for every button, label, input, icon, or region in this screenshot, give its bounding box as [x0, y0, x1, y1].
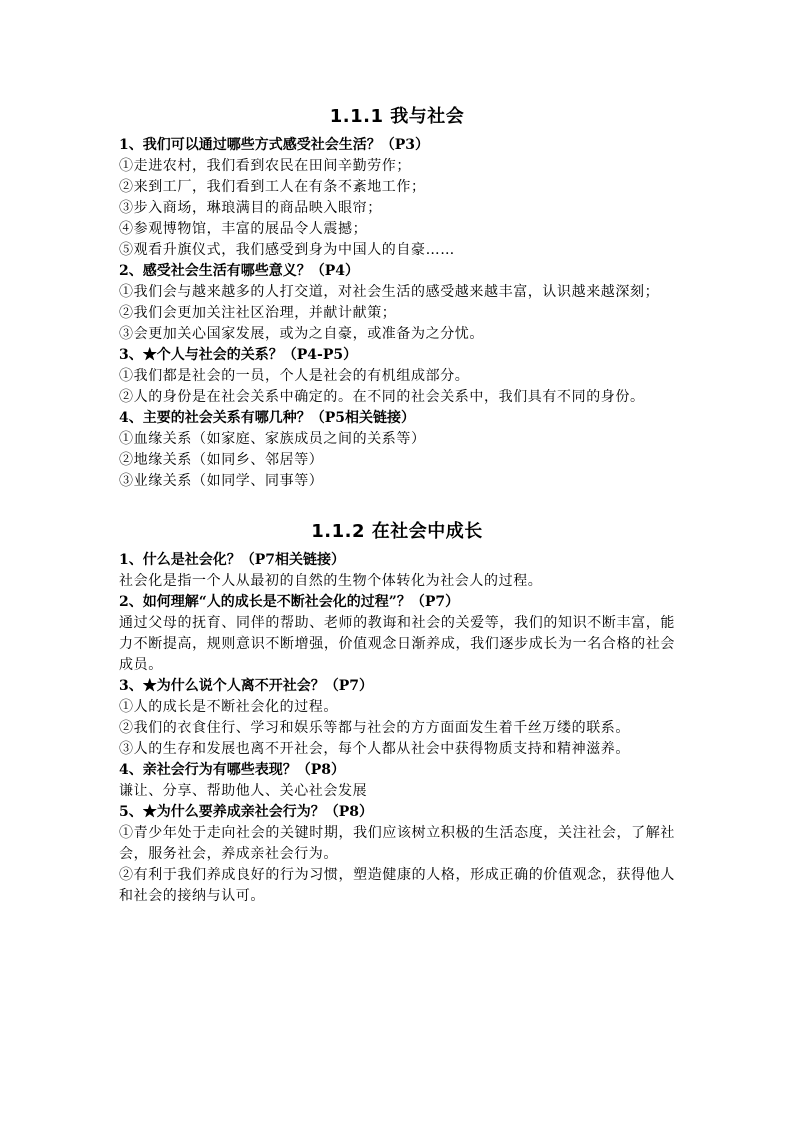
question-heading: 1、什么是社会化？（P7相关链接） [119, 552, 346, 568]
question-heading: 4、亲社会行为有哪些表现？（P8） [119, 762, 346, 778]
section-title: 1.1.1 我与社会 [329, 106, 465, 127]
question-heading: 1、我们可以通过哪些方式感受社会生活？（P3） [119, 137, 430, 153]
question-heading: 4、主要的社会关系有哪几种？（P5相关链接） [119, 410, 416, 426]
answer-line: ⑤观看升旗仪式，我们感受到身为中国人的自豪…… [119, 242, 455, 258]
answer-line: ③会更加关心国家发展，或为之自豪，或准备为之分忧。 [119, 326, 484, 342]
answer-line: ①我们会与越来越多的人打交道，对社会生活的感受越来越丰富，认识越来越深刻； [119, 284, 660, 300]
question-heading: 3、★为什么说个人离不开社会？（P7） [119, 678, 374, 694]
answer-line: ②来到工厂，我们看到工人在有条不紊地工作； [119, 179, 426, 195]
answer-line: ②我们的衣食住行、学习和娱乐等都与社会的方方面面发生着千丝万缕的联系。 [119, 720, 630, 736]
answer-line: 通过父母的抚育、同伴的帮助、老师的教诲和社会的关爱等，我们的知识不断丰富，能力不断提高，规则意识不断增强，价值观念日渐养成，我们逐步成长为一名合格的社会成员。 [119, 615, 675, 673]
answer-line: ①走进农村，我们看到农民在田间辛勤劳作； [119, 158, 411, 174]
answer-line: ①青少年处于走向社会的关键时期，我们应该树立积极的生活态度，关注社会，了解社会，服务社会，养成亲社会行为。 [119, 825, 675, 862]
answer-line: ②我们会更加关注社区治理，并献计献策； [119, 305, 397, 321]
question-heading: 3、★个人与社会的关系？（P4-P5） [119, 347, 358, 363]
answer-line: ③步入商场，琳琅满目的商品映入眼帘； [119, 200, 382, 216]
answer-line: ②地缘关系（如同乡、邻居等） [119, 452, 324, 468]
document-page [119, 104, 675, 907]
section-2 [119, 519, 675, 907]
answer-line: ①血缘关系（如家庭、家族成员之间的关系等） [119, 431, 426, 447]
answer-line: 社会化是指一个人从最初的自然的生物个体转化为社会人的过程。 [119, 573, 543, 589]
section-title: 1.1.2 在社会中成长 [311, 521, 483, 542]
answer-line: ②有利于我们养成良好的行为习惯，塑造健康的人格，形成正确的价值观念，获得他人和社会的接纳与认可。 [119, 867, 675, 904]
question-heading: 2、感受社会生活有哪些意义？（P4） [119, 263, 360, 279]
section-1 [119, 104, 675, 492]
answer-line: ①我们都是社会的一员，个人是社会的有机组成部分。 [119, 368, 470, 384]
question-heading: 5、★为什么要养成亲社会行为？（P8） [119, 804, 374, 820]
answer-line: ③人的生存和发展也离不开社会，每个人都从社会中获得物质支持和精神滋养。 [119, 741, 630, 757]
answer-line: ④参观博物馆，丰富的展品令人震撼； [119, 221, 368, 237]
question-heading: 2、如何理解“人的成长是不断社会化的过程”？（P7） [119, 594, 460, 610]
answer-line: ③业缘关系（如同学、同事等） [119, 473, 324, 489]
answer-line: ②人的身份是在社会关系中确定的。在不同的社会关系中，我们具有不同的身份。 [119, 389, 645, 405]
answer-line: 谦让、分享、帮助他人、关心社会发展 [119, 783, 368, 799]
answer-line: ①人的成长是不断社会化的过程。 [119, 699, 338, 715]
